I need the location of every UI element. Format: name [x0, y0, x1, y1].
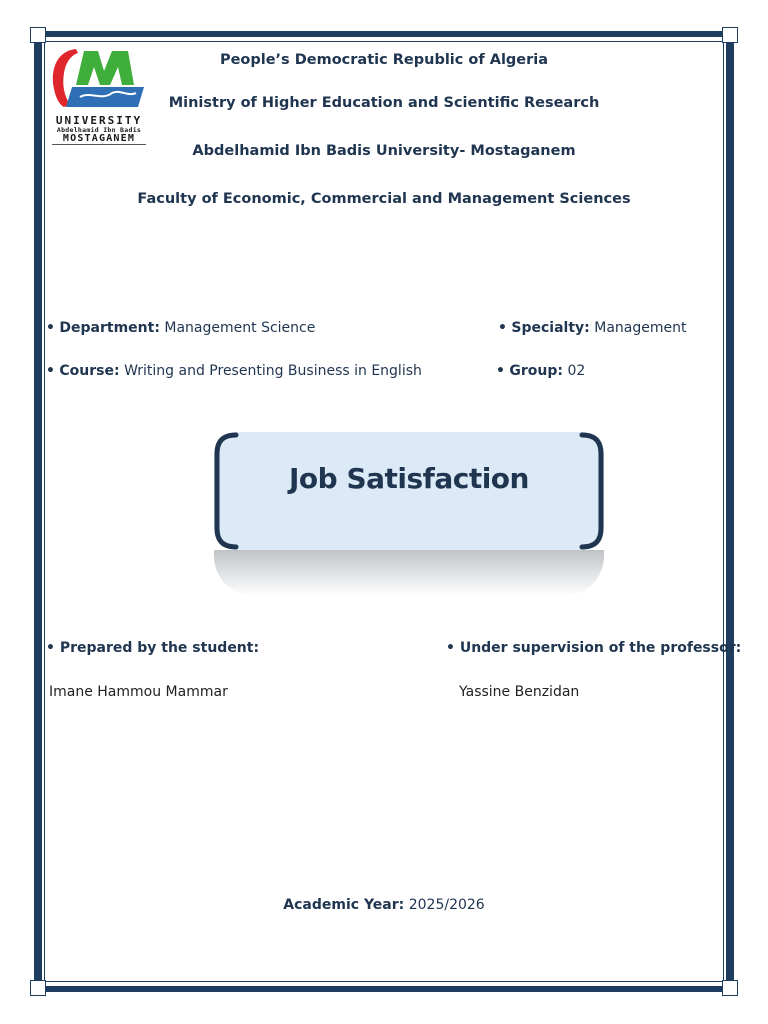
header-ministry: Ministry of Higher Education and Scientific Research — [168, 95, 600, 111]
academic-year-label: Academic Year: — [283, 897, 405, 913]
bullet: • — [46, 640, 55, 656]
border-corner-br — [722, 980, 738, 996]
academic-year — [0, 897, 768, 913]
header-faculty: Faculty of Economic, Commercial and Management Sciences — [137, 191, 631, 207]
department-label: Department: — [59, 320, 160, 336]
document-title: Job Satisfaction — [289, 462, 529, 495]
prepared-by-label — [46, 640, 259, 656]
group-row — [496, 363, 585, 379]
bullet: • — [496, 363, 505, 379]
title-panel — [214, 432, 604, 550]
bullet: • — [446, 640, 455, 656]
border-corner-bl — [30, 980, 46, 996]
supervision-label-text: Under supervision of the professor: — [459, 640, 742, 656]
specialty-row — [498, 320, 686, 336]
professor-name: Yassine Benzidan — [459, 684, 580, 700]
title-reflection — [214, 550, 604, 596]
course-label: Course: — [59, 363, 120, 379]
specialty-label: Specialty: — [511, 320, 590, 336]
bullet: • — [46, 320, 55, 336]
group-value: 02 — [567, 363, 586, 379]
course-row — [46, 363, 422, 379]
header-country: People’s Democratic Republic of Algeria — [219, 52, 549, 68]
bullet: • — [46, 363, 55, 379]
header-university: Abdelhamid Ibn Badis University- Mostaganem — [192, 143, 576, 159]
border-corner-tr — [722, 27, 738, 43]
department-row — [46, 320, 315, 336]
logo-city-text: MOSTAGANEM — [62, 133, 136, 144]
prepared-label-text: Prepared by the student: — [59, 640, 260, 656]
academic-year-value: 2025/2026 — [408, 897, 485, 913]
bullet: • — [498, 320, 507, 336]
logo-subline-text: Abdelhamid Ibn Badis — [56, 126, 142, 134]
specialty-value: Management — [594, 320, 687, 336]
group-label: Group: — [509, 363, 564, 379]
department-value: Management Science — [164, 320, 316, 336]
student-name: Imane Hammou Mammar — [49, 684, 228, 700]
course-value: Writing and Presenting Business in English — [124, 363, 422, 379]
logo-university-text: UNIVERSITY — [55, 114, 143, 127]
border-corner-tl — [30, 27, 46, 43]
supervision-label — [446, 640, 741, 656]
